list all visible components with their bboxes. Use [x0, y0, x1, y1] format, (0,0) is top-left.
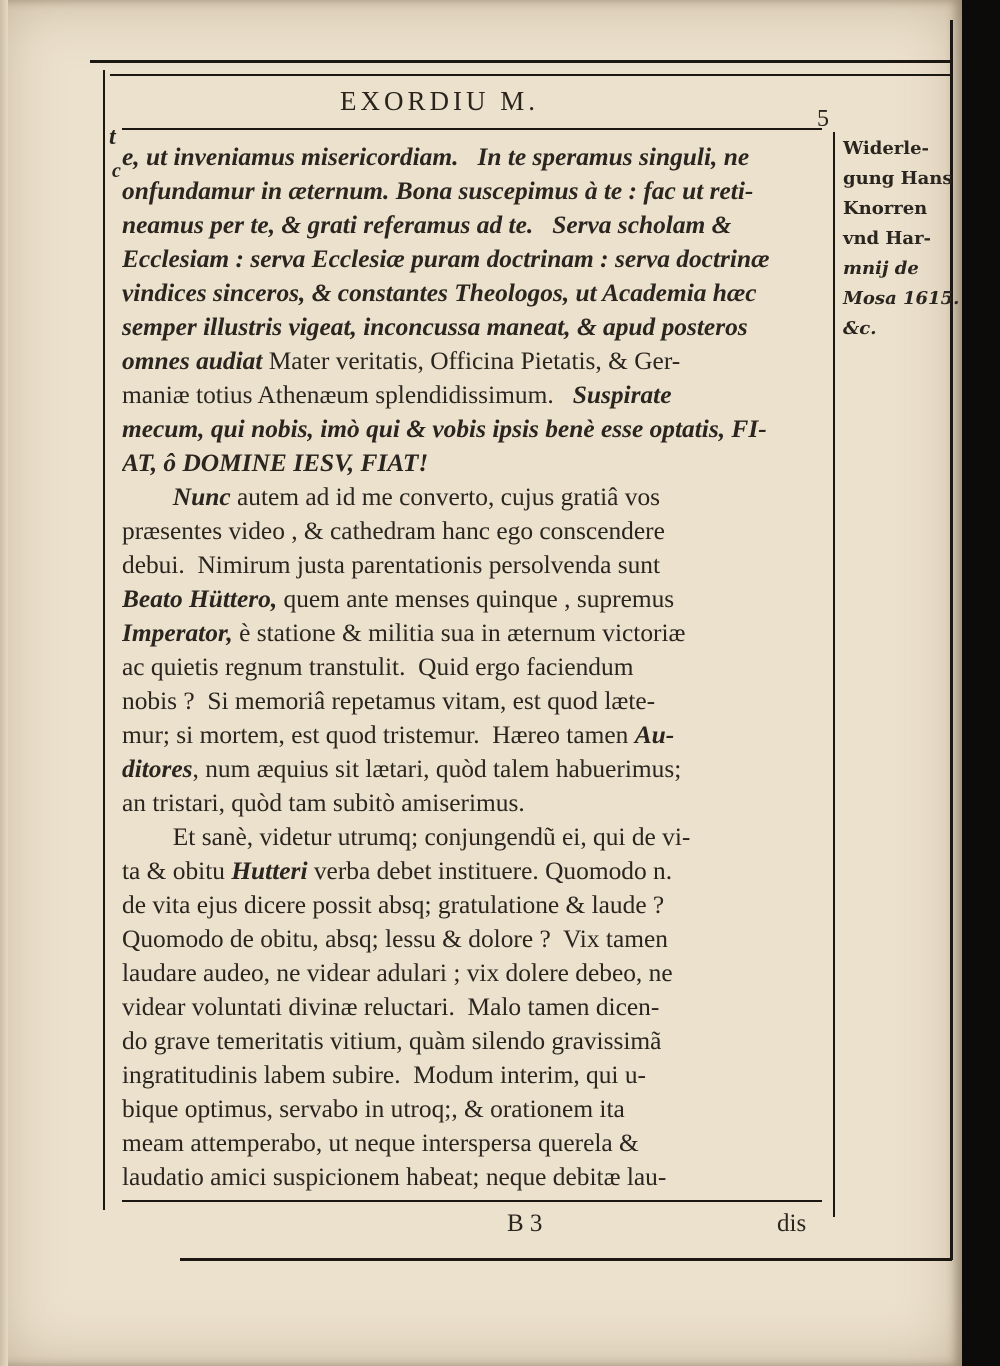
- bottom-rule-inner: [122, 1200, 822, 1202]
- text-line: [122, 208, 822, 242]
- catchword: dis: [777, 1210, 807, 1237]
- text-line: [122, 582, 822, 616]
- text-segment: Suspirate: [572, 381, 672, 409]
- text-segment: Mater veritatis, Officina Pietatis, & Ger-: [268, 347, 681, 375]
- text-line: [122, 922, 822, 956]
- text-line: [122, 956, 822, 990]
- text-segment: meam attemperabo, ut neque interspersa querela &: [122, 1129, 639, 1157]
- marginal-note-line: Knorren: [843, 198, 928, 219]
- text-segment: Ecclesiam : serva Ecclesiæ puram doctrinam : serva doctrinæ: [122, 245, 770, 273]
- text-line: [122, 378, 822, 412]
- text-line: [122, 718, 822, 752]
- top-rule-inner: [110, 74, 952, 76]
- bottom-rule-outer: [180, 1258, 952, 1261]
- text-segment: omnes audiat: [122, 347, 269, 375]
- text-segment: quem ante menses quinque , supremus: [277, 585, 675, 613]
- text-segment: mecum, qui nobis, imò qui & vobis ipsis benè esse optatis, FI-: [122, 415, 767, 443]
- text-line: [122, 344, 822, 378]
- text-segment: [122, 480, 173, 514]
- text-segment: laudare audeo, ne videar adulari ; vix dolere debeo, ne: [122, 959, 673, 987]
- text-line: [122, 1024, 822, 1058]
- text-segment: bique optimus, servabo in utroq;, & orationem ita: [122, 1095, 625, 1123]
- text-line: [122, 1126, 822, 1160]
- text-segment: ac quietis regnum transtulit. Quid ergo faciendum: [122, 653, 634, 681]
- text-segment: onfundamur in æternum. Bona suscepimus à te : fac ut reti-: [122, 177, 754, 205]
- marginal-note: [843, 134, 961, 344]
- text-line: [122, 412, 822, 446]
- text-line: [122, 684, 822, 718]
- text-line: [122, 990, 822, 1024]
- text-segment: Nunc: [172, 483, 231, 511]
- marginal-note-line: vnd Har-: [843, 228, 932, 249]
- text-segment: ta & obitu: [122, 857, 232, 885]
- text-line: [122, 1160, 822, 1194]
- text-segment: semper illustris vigeat, inconcussa maneat, & apud posteros: [122, 313, 748, 341]
- text-segment: verba debet instituere. Quomodo n.: [307, 857, 673, 885]
- text-segment: nobis ? Si memoriâ repetamus vitam, est quod læte-: [122, 687, 656, 715]
- text-segment: Au-: [634, 721, 675, 749]
- text-segment: Imperator,: [122, 619, 233, 647]
- text-segment: vindices sinceros, & constantes Theologos, ut Academia hæc: [122, 279, 757, 307]
- marginal-note-line: mnij de: [843, 258, 919, 279]
- text-line: [122, 820, 822, 854]
- text-line: [122, 650, 822, 684]
- signature-mark: B 3: [507, 1210, 543, 1237]
- page-number: 5: [817, 106, 829, 132]
- text-line: [122, 140, 822, 174]
- text-line: [122, 1092, 822, 1126]
- left-vertical-rule: [103, 70, 105, 1210]
- marginal-note-line: Mosa 1615.: [843, 288, 960, 309]
- text-line: [122, 888, 822, 922]
- text-segment: ingratitudinis labem subire. Modum interim, qui u-: [122, 1061, 646, 1089]
- text-segment: de vita ejus dicere possit absq; gratulatione & laude ?: [122, 891, 665, 919]
- text-segment: laudatio amici suspicionem habeat; neque debitæ lau-: [122, 1163, 667, 1191]
- text-line: [122, 480, 822, 514]
- text-line: [122, 276, 822, 310]
- text-segment: autem ad id me converto, cujus gratiâ vos: [230, 483, 661, 511]
- page-footer: [122, 1210, 822, 1250]
- text-segment: ditores: [122, 755, 193, 783]
- text-segment: Beato Hüttero,: [122, 585, 278, 613]
- text-segment: mur; si mortem, est quod tristemur. Hæreo tamen: [122, 721, 635, 749]
- text-line: [122, 752, 822, 786]
- top-rule-outer: [90, 60, 952, 63]
- header-rule: [122, 128, 822, 130]
- lead-in-side-letter: c: [112, 160, 121, 182]
- text-line: [122, 854, 822, 888]
- text-line: [122, 616, 822, 650]
- text-segment: do grave temeritatis vitium, quàm silendo gravissimã: [122, 1027, 662, 1055]
- text-line: [122, 548, 822, 582]
- text-segment: debui. Nimirum justa parentationis persolvenda sunt: [122, 551, 661, 579]
- text-segment: maniæ totius Athenæum splendidissimum.: [122, 381, 573, 409]
- text-segment: e, ut inveniamus misericordiam. In te speramus singuli, ne: [122, 143, 750, 171]
- text-line: [122, 514, 822, 548]
- text-segment: AT, ô DOMINE IESV, FIAT!: [122, 449, 429, 477]
- text-line: [122, 174, 822, 208]
- text-segment: Hutteri: [231, 857, 308, 885]
- margin-vertical-rule: [833, 132, 835, 1217]
- text-line: [122, 242, 822, 276]
- text-segment: è statione & militia sua in æternum victoriæ: [232, 619, 686, 647]
- text-segment: Et sanè, videtur utrumq; conjungendũ ei, qui de vi-: [122, 823, 691, 851]
- lead-in-top-letter: t: [109, 124, 116, 150]
- text-line: [122, 786, 822, 820]
- running-head: EXORDIU M.: [340, 86, 539, 116]
- page-edge: [0, 0, 8, 1366]
- body-text: [122, 140, 822, 1194]
- text-segment: neamus per te, & grati referamus ad te. Serva scholam &: [122, 211, 732, 239]
- text-line: [122, 446, 822, 480]
- text-segment: videar voluntati divinæ reluctari. Malo tamen dicen-: [122, 993, 660, 1021]
- marginal-note-line: Widerle-: [843, 138, 930, 159]
- text-segment: , num æquius sit lætari, quòd talem habuerimus;: [192, 755, 682, 783]
- text-line: [122, 310, 822, 344]
- text-line: [122, 1058, 822, 1092]
- text-segment: præsentes video , & cathedram hanc ego conscendere: [122, 517, 665, 545]
- text-segment: an tristari, quòd tam subitò amiserimus.: [122, 789, 525, 817]
- marginal-note-line: gung Hans: [843, 168, 953, 189]
- marginal-note-line: &c.: [843, 318, 877, 339]
- text-segment: Quomodo de obitu, absq; lessu & dolore ? Vix tamen: [122, 925, 668, 953]
